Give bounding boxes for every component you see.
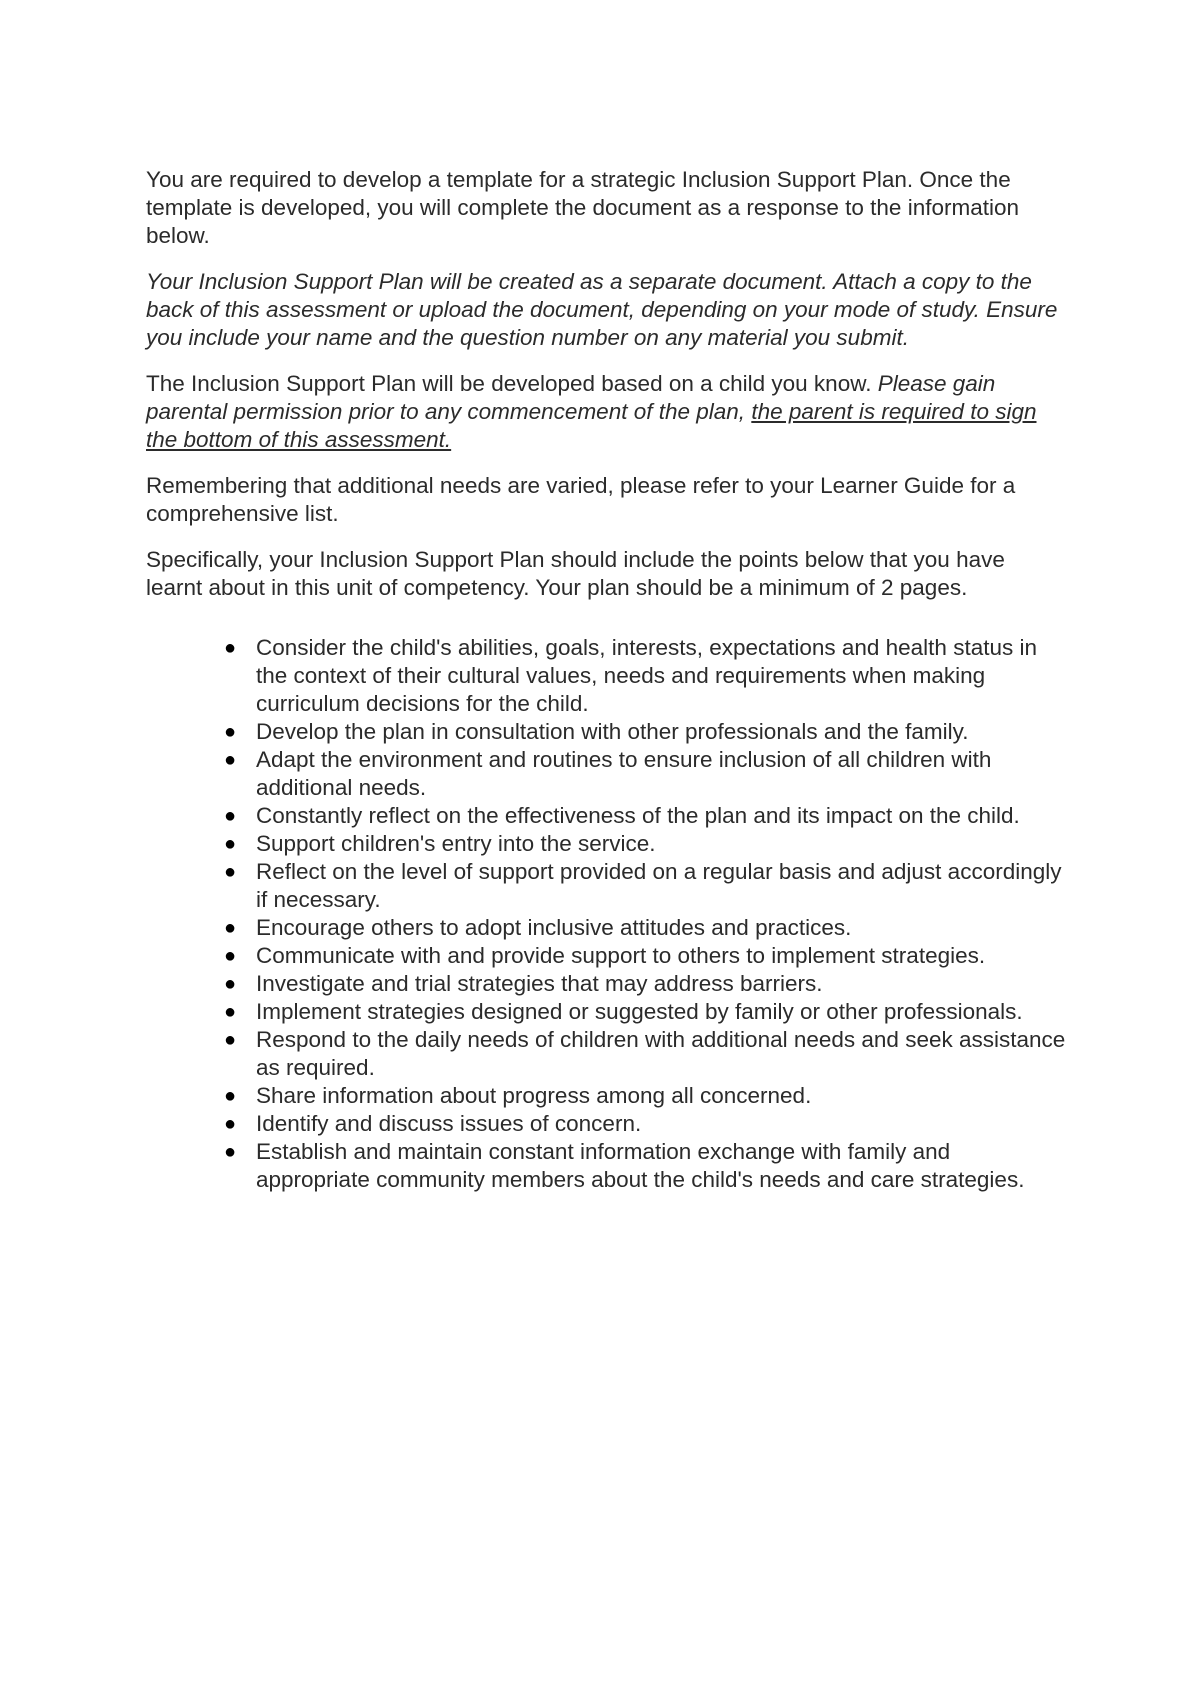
bullet-icon: ● xyxy=(223,1001,237,1023)
list-item xyxy=(223,802,1066,830)
child-paragraph-plain: The Inclusion Support Plan will be developed based on a child you know. xyxy=(146,371,878,396)
list-item-text: Constantly reflect on the effectiveness of the plan and its impact on the child. xyxy=(256,803,1020,828)
list-item-text: Respond to the daily needs of children with additional needs and seek assistance as required. xyxy=(256,1027,1066,1080)
bullet-icon: ● xyxy=(223,637,237,659)
list-item-text: Develop the plan in consultation with other professionals and the family. xyxy=(256,719,969,744)
list-item xyxy=(223,830,1066,858)
bullet-icon: ● xyxy=(223,861,237,883)
list-item-text: Communicate with and provide support to others to implement strategies. xyxy=(256,943,986,968)
bullet-icon: ● xyxy=(223,749,237,771)
bullet-icon: ● xyxy=(223,1141,237,1163)
list-item xyxy=(223,914,1066,942)
list-item-text: Identify and discuss issues of concern. xyxy=(256,1111,642,1136)
list-item xyxy=(223,1138,1066,1194)
list-item xyxy=(223,718,1066,746)
bullet-icon: ● xyxy=(223,805,237,827)
bullet-icon: ● xyxy=(223,917,237,939)
list-item xyxy=(223,970,1066,998)
list-item-text: Establish and maintain constant information exchange with family and appropriate community members about the child's needs and care strategies. xyxy=(256,1139,1025,1192)
bullet-icon: ● xyxy=(223,1029,237,1051)
list-item-text: Investigate and trial strategies that may address barriers. xyxy=(256,971,823,996)
list-item-text: Encourage others to adopt inclusive attitudes and practices. xyxy=(256,915,852,940)
list-item xyxy=(223,746,1066,802)
list-item xyxy=(223,858,1066,914)
plan-points-list xyxy=(146,634,1066,1194)
bullet-icon: ● xyxy=(223,1085,237,1107)
child-paragraph-signature-note: the parent is required to sign the bottom of this assessment. xyxy=(146,399,1037,452)
list-item-text: Adapt the environment and routines to ensure inclusion of all children with additional needs. xyxy=(256,747,992,800)
list-item-text: Consider the child's abilities, goals, interests, expectations and health status in the context of their cultural values, needs and requirements when making curriculum decisions for the child. xyxy=(256,635,1037,716)
child-paragraph xyxy=(146,370,1066,454)
list-item xyxy=(223,1082,1066,1110)
bullet-icon: ● xyxy=(223,945,237,967)
bullet-icon: ● xyxy=(223,973,237,995)
list-item xyxy=(223,634,1066,718)
attach-note-paragraph: Your Inclusion Support Plan will be created as a separate document. Attach a copy to the back of this assessment or upload the document, depending on your mode of study. Ensure you include your name and the question number on any material you submit. xyxy=(146,269,1058,350)
list-item xyxy=(223,1026,1066,1082)
bullet-icon: ● xyxy=(223,1113,237,1135)
list-item-text: Implement strategies designed or suggested by family or other professionals. xyxy=(256,999,1023,1024)
list-item-text: Reflect on the level of support provided on a regular basis and adjust accordingly if necessary. xyxy=(256,859,1062,912)
document-page xyxy=(146,166,1066,1194)
bullet-icon: ● xyxy=(223,721,237,743)
list-item-text: Support children's entry into the service. xyxy=(256,831,656,856)
list-item xyxy=(223,942,1066,970)
list-item xyxy=(223,1110,1066,1138)
specifically-paragraph: Specifically, your Inclusion Support Plan should include the points below that you have learnt about in this unit of competency. Your plan should be a minimum of 2 pages. xyxy=(146,547,1005,600)
bullet-icon: ● xyxy=(223,833,237,855)
list-item xyxy=(223,998,1066,1026)
child-paragraph-italic: Please gain parental permission prior to any commencement of the plan, xyxy=(146,371,996,424)
intro-paragraph: You are required to develop a template for a strategic Inclusion Support Plan. Once the template is developed, you will complete the document as a response to the information below. xyxy=(146,167,1019,248)
list-item-text: Share information about progress among all concerned. xyxy=(256,1083,812,1108)
additional-needs-paragraph: Remembering that additional needs are varied, please refer to your Learner Guide for a comprehensive list. xyxy=(146,473,1016,526)
